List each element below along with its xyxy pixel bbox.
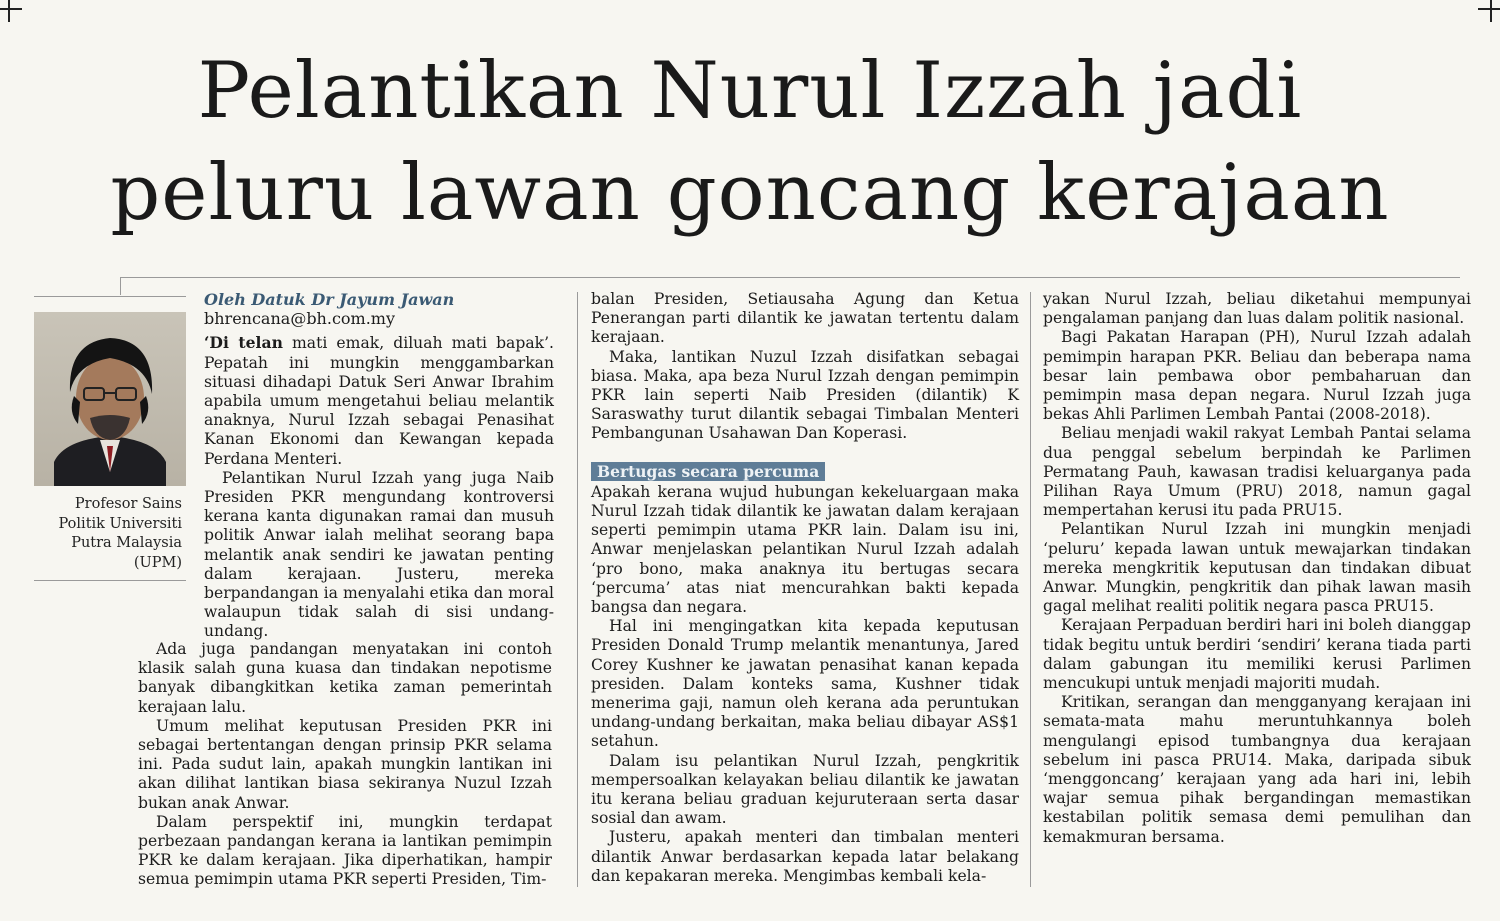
author-email[interactable]: bhrencana@bh.com.my <box>204 309 396 329</box>
paragraph: Dalam perspektif ini, mungkin terdapat perbezaan pandangan kerana ia lantikan pemimpin PKR ke dalam kerajaan. Jika diperhatikan, hampir semua pemimpin utama PKR seperti Presiden, Tim- <box>138 812 552 889</box>
paragraph: Bagi Pakatan Harapan (PH), Nurul Izzah adalah pemimpin harapan PKR. Beliau dan beberapa nama besar lain pembawa obor pembaharuan dan pemimpin masa depan negara. Nurul Izzah juga bekas Ahli Parlimen Lembah Pantai (2008-2018). <box>1043 328 1471 424</box>
photo-caption <box>34 495 182 573</box>
paragraph: Ada juga pandangan menyatakan ini contoh klasik salah guna kuasa dan tindakan nepotisme banyak dibangkitkan ketika zaman pemerintah kerajaan lalu. <box>138 640 552 716</box>
lead-text: mati emak, diluah mati bapak’. Pepatah ini mungkin menggambarkan situasi dihadapi Datuk Seri Anwar Ibrahim apabila umum mengetahui beliau melantik anaknya, Nurul Izzah sebagai Penasihat Kanan Ekonomi dan Kewangan kepada Perdana Menteri. <box>204 334 554 468</box>
column-2 <box>591 290 1019 886</box>
sidebar-bottom-rule <box>34 580 186 581</box>
paragraph: Pelantikan Nurul Izzah ini mungkin menjadi ‘peluru’ kepada lawan untuk mewajarkan tindakan mereka mengkritik keputusan dan tindakan dibuat Anwar. Mungkin, pengkritik dan pihak lawan masih gagal melihat realiti politik negara pasca PRU15. <box>1043 520 1471 616</box>
crop-mark-top-right-v <box>1490 0 1492 22</box>
crop-mark-top-right-h <box>1478 8 1500 10</box>
lead-paragraph <box>204 333 554 468</box>
byline: Oleh Datuk Dr Jayum Jawan <box>204 290 455 309</box>
sidebar-top-rule <box>34 296 186 297</box>
paragraph: Hal ini mengingatkan kita kepada keputusan Presiden Donald Trump melantik menantunya, Jared Corey Kushner ke jawatan penasihat kanan kepada presiden. Dalam konteks sama, Kushner tidak menerima gaji, namun oleh kerana ada peruntukan undang-undang berkaitan, maka beliau dibayar AS$1 setahun. <box>591 617 1019 751</box>
column-1-bottom <box>138 640 552 890</box>
paragraph: Dalam isu pelantikan Nurul Izzah, pengkritik mempersoalkan kelayakan beliau dilantik ke jawatan itu kerana beliau graduan kejuruteraan serta dasar sosial dan awam. <box>591 751 1019 828</box>
caption-line: Profesor Sains <box>74 496 182 512</box>
column-1-top <box>204 290 554 642</box>
paragraph: Umum melihat keputusan Presiden PKR ini sebagai bertentangan dengan prinsip PKR selama ini. Pada sudut lain, apakah mungkin lantikan ini akan dilihat lantikan biasa sekiranya Nuzul Izzah bukan anak Anwar. <box>138 716 552 812</box>
paragraph: Apakah kerana wujud hubungan kekeluargaan maka Nurul Izzah tidak dilantik ke jawatan dalam kerajaan seperti pemimpin utama PKR lain. Dalam isu ini, Anwar menjelaskan pelantikan Nurul Izzah adalah ‘pro bono, maka anaknya itu bertugas secara ‘percuma’ atas niat mencurahkan bakti kepada bangsa dan negara. <box>591 482 1019 617</box>
headline-line-2: peluru lawan goncang kerajaan <box>110 148 1390 238</box>
paragraph-continued: balan Presiden, Setiausaha Agung dan Ketua Penerangan parti dilantik ke jawatan tertentu dalam kerajaan. <box>591 290 1019 347</box>
paragraph-continued: yakan Nurul Izzah, beliau diketahui mempunyai pengalaman panjang dan luas dalam politik nasional. <box>1043 290 1471 328</box>
caption-line: Putra Malaysia <box>71 535 182 551</box>
caption-line: (UPM) <box>133 554 182 571</box>
section-subhead: Bertugas secara percuma <box>591 462 825 481</box>
column-3 <box>1043 290 1471 847</box>
top-rule-tick <box>120 277 121 295</box>
lead-bold: ‘Di telan <box>204 333 283 353</box>
paragraph: Justeru, apakah menteri dan timbalan menteri dilantik Anwar berdasarkan kepada latar belakang dan kepakaran mereka. Mengimbas kembali kela- <box>591 828 1019 885</box>
paragraph: Kritikan, serangan dan mengganyang kerajaan ini semata-mata mahu meruntuhkannya boleh mengulangi episod tumbangnya dua kerajaan sebelum ini pasca PRU14. Maka, daripada sibuk ‘menggoncang’ kerajaan yang ada hari ini, lebih wajar semua pihak bergandingan memastikan kestabilan politik semasa demi pemulihan dan kemakmuran bersama. <box>1043 693 1471 846</box>
top-rule <box>120 277 1460 278</box>
paragraph: Beliau menjadi wakil rakyat Lembah Pantai selama dua penggal sebelum berpindah ke Parlimen Permatang Pauh, kawasan tradisi keluarganya pada Pilihan Raya Umum (PRU) 2018, namun gagal mempertahan kerusi itu pada PRU15. <box>1043 424 1471 520</box>
subhead-wrap <box>591 462 1019 483</box>
paragraph: Kerajaan Perpaduan berdiri hari ini boleh dianggap tidak begitu untuk berdiri ‘sendiri’ kerana tiada parti dalam gabungan itu memiliki kerusi Parlimen mencukupi untuk menjadi majoriti mudah. <box>1043 616 1471 693</box>
headline <box>0 40 1500 244</box>
author-portrait <box>34 312 186 486</box>
column-rule-2 <box>1030 292 1031 887</box>
crop-mark-top-left-v <box>8 0 10 22</box>
author-photo <box>34 312 186 486</box>
headline-line-1: Pelantikan Nurul Izzah jadi <box>197 46 1303 136</box>
column-rule-1 <box>577 292 578 887</box>
paragraph: Pelantikan Nurul Izzah yang juga Naib Presiden PKR mengundang kontroversi kerana kanta digunakan ramai dan musuh politik Anwar ialah melihat seorang bapa melantik anak sendiri ke jawatan penting dalam kerajaan. Justeru, mereka berpandangan ia menyalahi etika dan moral walaupun tidak salah di sisi undang-undang. <box>204 468 554 641</box>
crop-mark-top-left-h <box>0 8 22 10</box>
paragraph: Maka, lantikan Nuzul Izzah disifatkan sebagai biasa. Maka, apa beza Nurul Izzah dengan pemimpin PKR lain seperti Naib Presiden (dilantik) K Saraswathy turut dilantik sebagai Timbalan Menteri Pembangunan Usahawan Dan Koperasi. <box>591 347 1019 443</box>
caption-line: Politik Universiti <box>58 515 182 532</box>
